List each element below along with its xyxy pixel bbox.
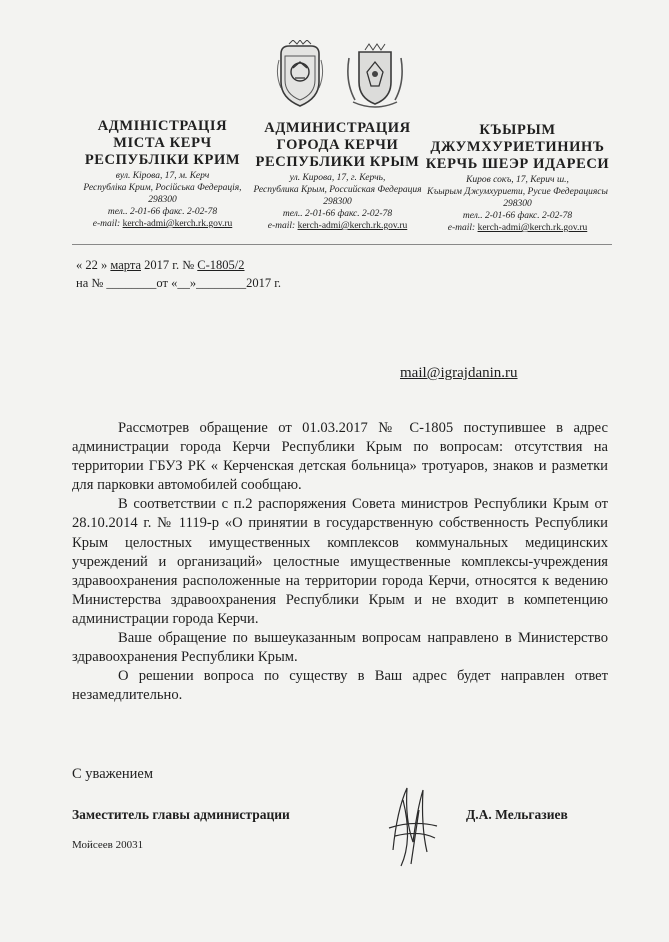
email-label-ru: e-mail: — [267, 221, 296, 231]
address-ru-2: Республика Крым, Российская Федерация — [253, 185, 422, 195]
body-paragraph-4: О решении вопроса по существу в Ваш адрес будет направлен ответ незамедлительно. — [72, 668, 608, 704]
email-link-ru[interactable]: kerch-admi@kerch.rk.gov.ru — [297, 221, 408, 231]
address-crt-2: Къырым Джумхуриети, Русие Федерациясы — [427, 187, 608, 197]
reference-line-2: на № ________от «__»________2017 г. — [76, 276, 282, 290]
email-label-crt: e-mail: — [447, 223, 476, 233]
body-paragraph-1: Рассмотрев обращение от 01.03.2017 № С-1805 поступившее в адрес администрации города Керчи Республики Крым по вопросам: отсутствия на территории ГБУЗ РК « Керченская детская больница» тротуаров, знаков и разметки для парковки автомобилей сообщаю. — [72, 420, 608, 494]
reference-month: марта — [110, 258, 141, 272]
phone-crt: тел.. 2-01-66 факс. 2-02-78 — [462, 211, 573, 221]
header-ru — [245, 120, 430, 232]
email-label-ua: e-mail: — [92, 219, 121, 229]
letter-body — [72, 419, 608, 705]
reference-line-1 — [76, 258, 245, 272]
crimea-coat-of-arms-icon — [345, 42, 405, 112]
org-title-ru-3: РЕСПУБЛИКИ КРЫМ — [255, 154, 420, 170]
org-title-ru-2: ГОРОДА КЕРЧИ — [276, 137, 399, 153]
postcode-ua: 298300 — [148, 195, 177, 205]
reference-number: С-1805/2 — [197, 258, 245, 272]
org-title-ua-2: МІСТА КЕРЧ — [113, 135, 212, 151]
address-ua-2: Республіка Крим, Російська Федерація, — [83, 183, 242, 193]
org-title-crt-1: КЪЫРЫМ — [479, 122, 556, 138]
phone-ua: тел.. 2-01-66 факс. 2-02-78 — [107, 207, 218, 217]
recipient-email[interactable] — [400, 365, 518, 382]
postcode-crt: 298300 — [503, 199, 532, 209]
address-ru-1: ул. Кирова, 17, г. Керчь, — [289, 173, 386, 183]
signatory-title: Заместитель главы администрации — [72, 807, 290, 822]
header-ua — [70, 118, 255, 230]
org-title-ru-1: АДМИНИСТРАЦИЯ — [264, 120, 411, 136]
handwritten-signature — [383, 780, 443, 870]
body-paragraph-3: Ваше обращение по вышеуказанным вопросам направлено в Министерство здравоохранения Республики Крым. — [72, 630, 608, 666]
closing-text: С уважением — [72, 766, 154, 782]
address-ua-1: вул. Кірова, 17, м. Керч — [115, 171, 210, 181]
recipient-email-link[interactable]: mail@igrajdanin.ru — [400, 365, 518, 381]
signatory-name: Д.А. Мельгазиев — [466, 807, 568, 822]
kerch-coat-of-arms-icon — [275, 40, 325, 110]
email-link-crt[interactable]: kerch-admi@kerch.rk.gov.ru — [477, 223, 588, 233]
reference-day: « 22 » — [76, 258, 108, 272]
org-title-crt-2: ДЖУМХУРИЕТИНИНЪ — [430, 139, 605, 155]
postcode-ru: 298300 — [323, 197, 352, 207]
executor-note: Мойсеев 20031 — [72, 839, 144, 851]
address-crt-1: Киров сокъ, 17, Керич ш., — [466, 175, 569, 185]
phone-ru: тел.. 2-01-66 факс. 2-02-78 — [282, 209, 393, 219]
org-title-crt-3: КЕРЧЬ ШЕЭР ИДАРЕСИ — [425, 156, 610, 172]
email-crt-line — [420, 222, 615, 234]
header-crt — [420, 122, 615, 234]
email-link-ua[interactable]: kerch-admi@kerch.rk.gov.ru — [122, 219, 233, 229]
body-paragraph-2: В соответствии с п.2 распоряжения Совета министров Республики Крым от 28.10.2014 г. № 1119-р «О принятии в государственную собственность Республики Крым целостных имущественных комплексов коммунальных медицинских учреждений и организаций» целостные имущественные комплексы-учреждения здравоохранения расположенные на территории города Керчи, относятся к ведению Министерства здравоохранения Республики Крым и не входит в компетенцию администрации города Керчи. — [72, 496, 608, 627]
org-title-ua-3: РЕСПУБЛІКИ КРИМ — [84, 152, 241, 168]
email-ru-line — [245, 220, 430, 232]
email-ua-line — [70, 218, 255, 230]
reference-year: 2017 г. № — [144, 258, 195, 272]
header-divider — [72, 244, 612, 245]
org-title-ua-1: АДМІНІСТРАЦІЯ — [97, 118, 228, 134]
